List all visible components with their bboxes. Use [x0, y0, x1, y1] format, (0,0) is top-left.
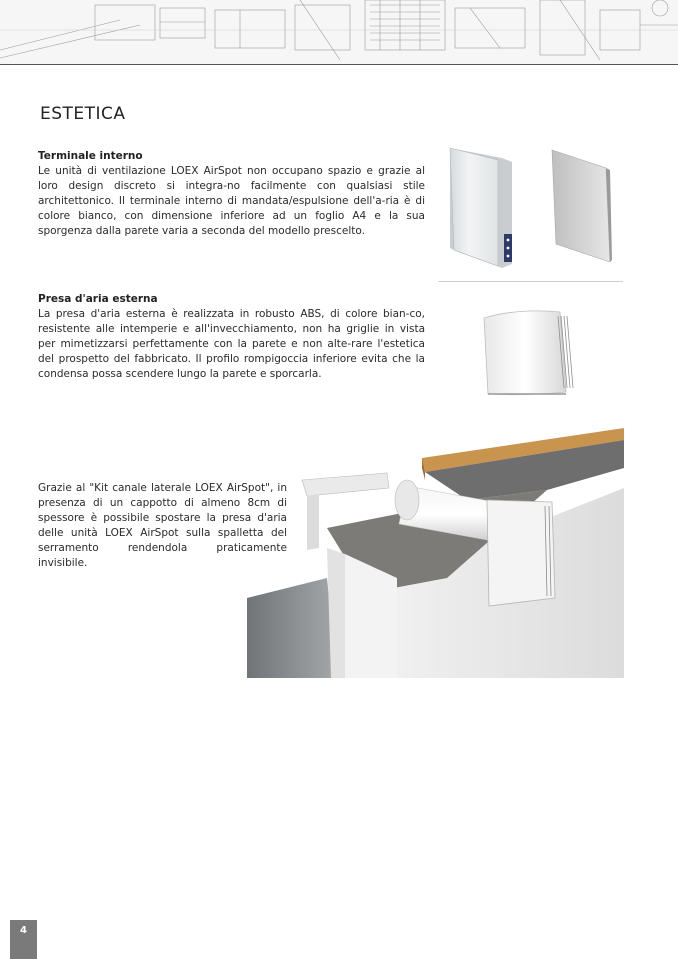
- page-number-tab: [10, 920, 37, 959]
- kit-body: Grazie al "Kit canale laterale LOEX AirSpot", in presenza di un cappotto di almeno 8cm di spessore è possibile spostare la presa d'aria delle unità LOEX AirSpot sulla spalletta del serramento rendendola praticamente invisibile.: [38, 482, 287, 569]
- presa-body: La presa d'aria esterna è realizzata in robusto ABS, di colore bian-co, resistente alle intemperie e all'invecchiamento, non ha griglie in vista per mimetizzarsi perfettamente con la parete e non alte-rare l'estetica del prospetto del fabbricato. Il profilo rompigoccia inferiore evita che la condensa possa scendere lungo la parete e sporcarla.: [38, 308, 425, 380]
- terminale-heading: Terminale interno: [38, 150, 143, 162]
- image-divider: [438, 281, 623, 282]
- presa-image: [478, 304, 576, 404]
- blueprint-drawing: [0, 0, 678, 64]
- terminale-body: Le unità di ventilazione LOEX AirSpot non occupano spazio e grazie al loro design discreto si integra-no facilmente con qualsiasi stile architettonico. Il terminale interno di mandata/espulsione dell'a-ria è di colore bianco, con dimensione inferiore ad un foglio A4 e la sua sporgenza dalla parete varia a seconda del modello prescelto.: [38, 165, 425, 237]
- presa-block: [38, 293, 425, 382]
- section-title: ESTETICA: [40, 104, 126, 124]
- page-number: 4: [20, 925, 27, 936]
- terminale-image: [440, 140, 620, 272]
- presa-heading: Presa d'aria esterna: [38, 293, 158, 305]
- kit-installation-image: [247, 428, 624, 678]
- header-blueprint-band: [0, 0, 678, 65]
- terminale-block: [38, 150, 425, 239]
